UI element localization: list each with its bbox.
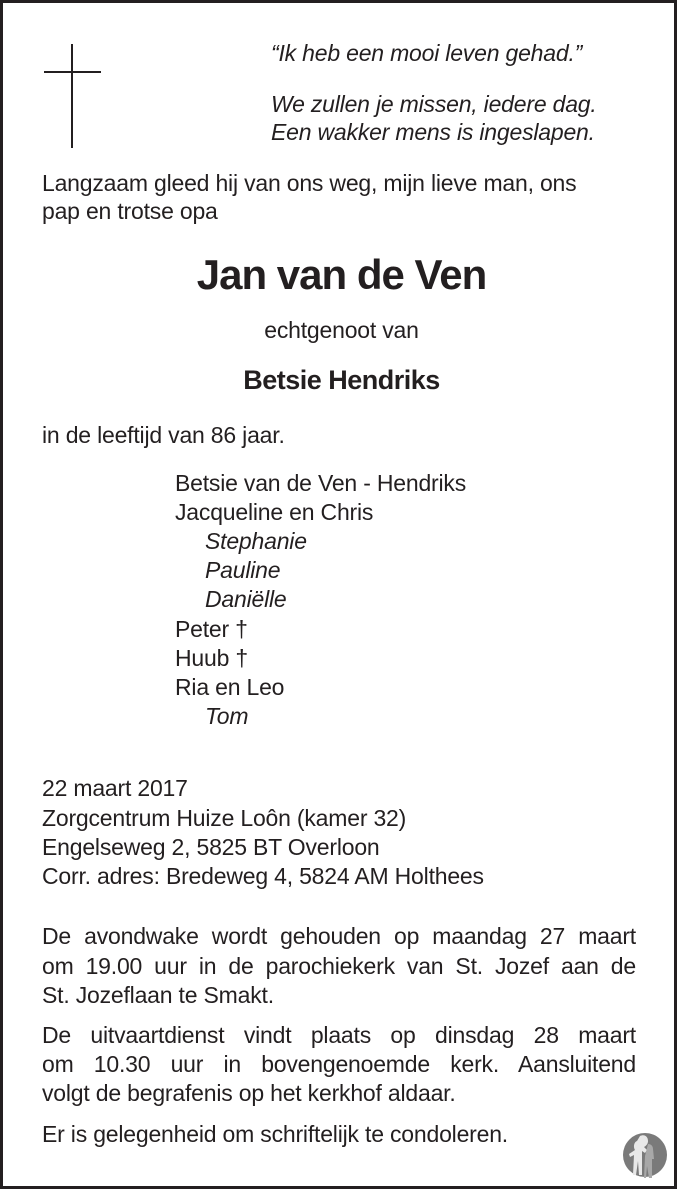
grandchild: Pauline xyxy=(205,557,281,583)
cross-icon-bar xyxy=(44,71,101,73)
quote-line-2: We zullen je missen, iedere dag. xyxy=(271,91,597,117)
quote-line-1: “Ik heb een mooi leven gehad.” xyxy=(271,40,583,66)
relation-text: echtgenoot van xyxy=(264,317,419,343)
embrace-logo-icon xyxy=(622,1132,668,1180)
vigil-line-2: om 19.00 uur in de parochiekerk van St. Jozef aan de xyxy=(42,953,636,979)
family-member: Ria en Leo xyxy=(175,674,285,700)
grandchild: Stephanie xyxy=(205,528,307,554)
correspondence-address: Corr. adres: Bredeweg 4, 5824 AM Holthees xyxy=(42,863,484,889)
vigil-line-1: De avondwake wordt gehouden op maandag 27 maart xyxy=(42,923,636,949)
intro-line-2: pap en trotse opa xyxy=(42,198,218,224)
family-member: Betsie van de Ven - Hendriks xyxy=(175,470,467,496)
quote-line-3: Een wakker mens is ingeslapen. xyxy=(271,119,595,145)
condolence-text: Er is gelegenheid om schriftelijk te condoleren. xyxy=(42,1121,508,1147)
spouse-name: Betsie Hendriks xyxy=(243,365,440,395)
death-date: 22 maart 2017 xyxy=(42,775,188,801)
family-member: Peter † xyxy=(175,616,248,642)
death-place: Zorgcentrum Huize Loôn (kamer 32) xyxy=(42,805,407,831)
intro-line-1: Langzaam gleed hij van ons weg, mijn lieve man, ons xyxy=(42,170,577,196)
family-member: Huub † xyxy=(175,645,248,671)
cross-icon xyxy=(71,44,73,148)
age-text: in de leeftijd van 86 jaar. xyxy=(42,422,285,448)
grandchild: Tom xyxy=(205,703,249,729)
grandchild: Daniëlle xyxy=(205,586,287,612)
death-address: Engelseweg 2, 5825 BT Overloon xyxy=(42,834,380,860)
funeral-line-2: om 10.30 uur in bovengenoemde kerk. Aansluitend xyxy=(42,1051,636,1077)
funeral-line-1: De uitvaartdienst vindt plaats op dinsdag 28 maart xyxy=(42,1022,636,1048)
vigil-line-3: St. Jozeflaan te Smakt. xyxy=(42,982,274,1008)
deceased-name: Jan van de Ven xyxy=(196,251,487,298)
funeral-line-3: volgt de begrafenis op het kerkhof aldaar. xyxy=(42,1080,456,1106)
family-member: Jacqueline en Chris xyxy=(175,499,374,525)
